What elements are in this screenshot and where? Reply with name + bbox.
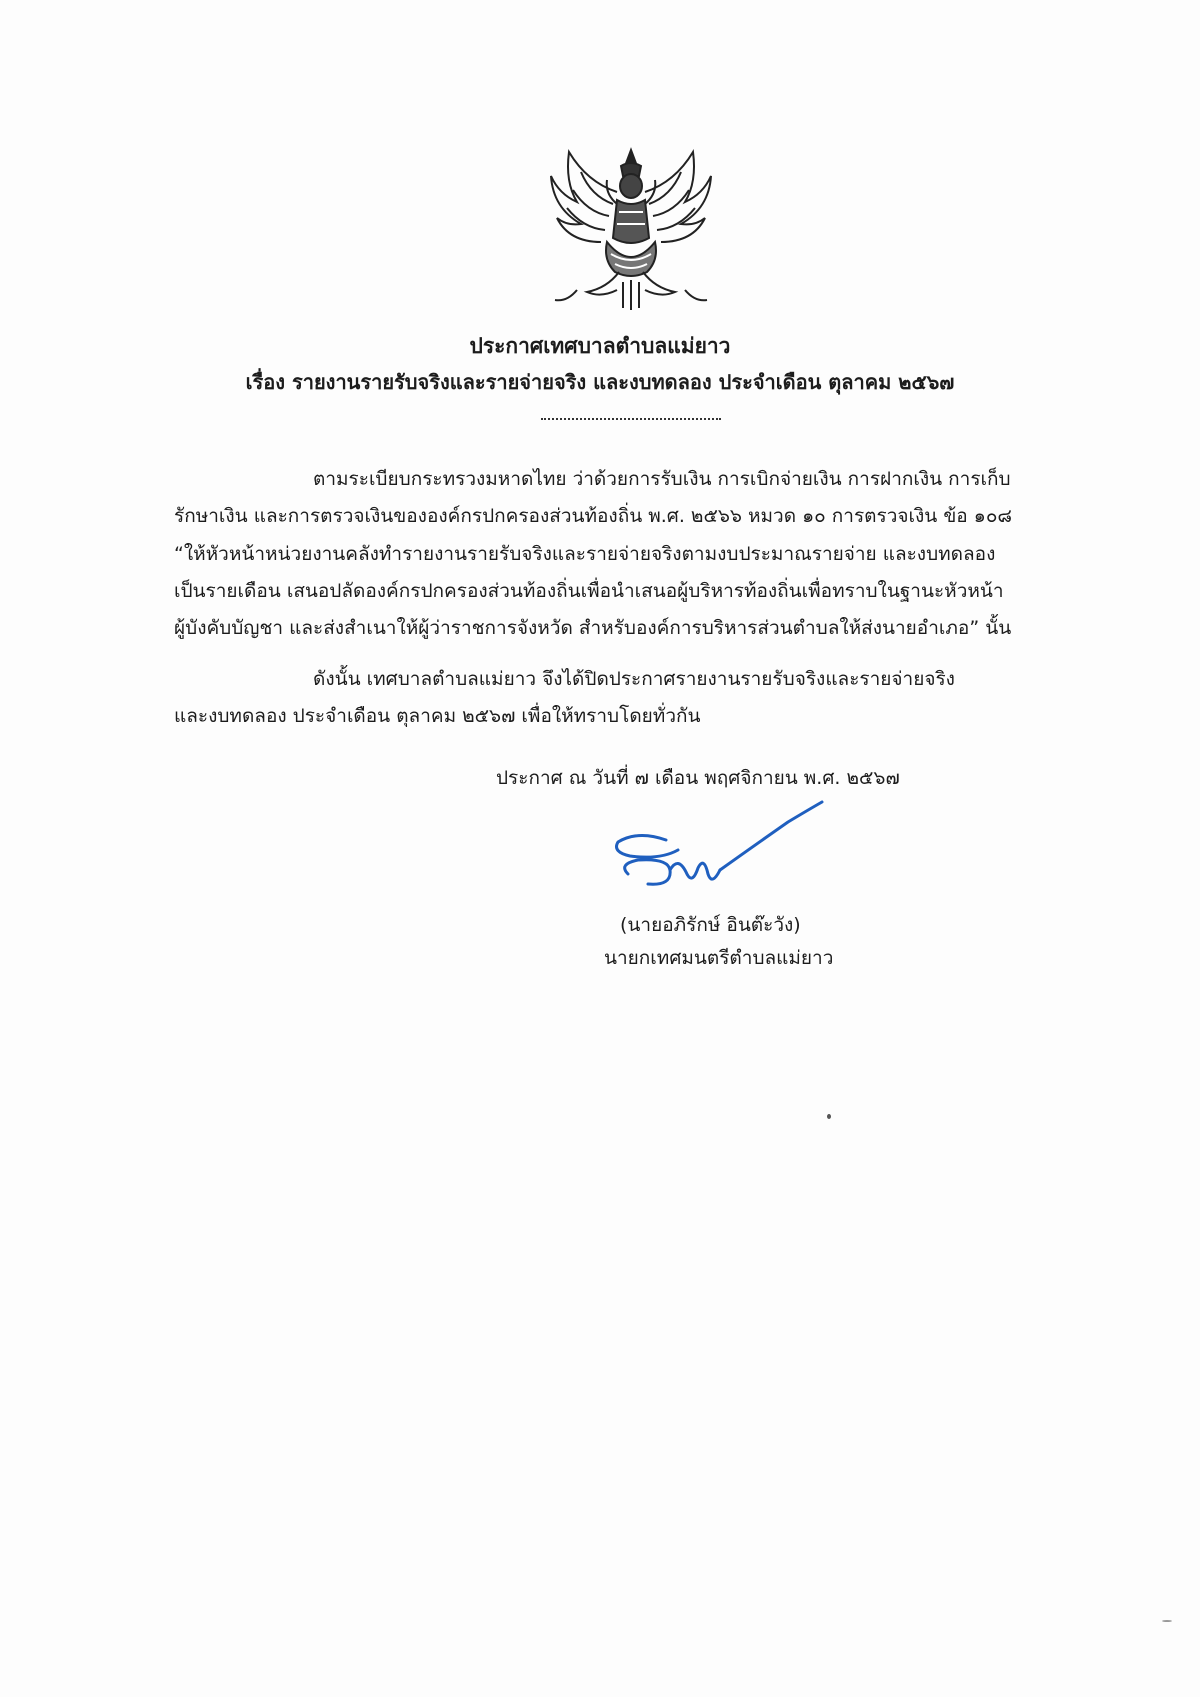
garuda-emblem-icon [547,142,715,310]
body-line: ตามระเบียบกระทรวงมหาดไทย ว่าด้วยการรับเงิน การเบิกจ่ายเงิน การฝากเงิน การเก็บ [313,468,1011,490]
body-line: เป็นรายเดือน เสนอปลัดองค์กรปกครองส่วนท้องถิ่นเพื่อนำเสนอผู้บริหารท้องถิ่นเพื่อทราบในฐานะหัวหน้า [174,580,1004,602]
body-line: ผู้บังคับบัญชา และส่งสำเนาให้ผู้ว่าราชการจังหวัด สำหรับองค์การบริหารส่วนตำบลให้ส่งนายอำเภอ” นั้น [174,617,1012,639]
body-line: “ให้หัวหน้าหน่วยงานคลังทำรายงานรายรับจริงและรายจ่ายจริงตามงบประมาณรายจ่าย และงบทดลอง [174,543,996,565]
body-line: ดังนั้น เทศบาลตำบลแม่ยาว จึงได้ปิดประกาศรายงานรายรับจริงและรายจ่ายจริง [313,668,955,690]
signature-image [608,800,828,905]
signer-name: (นายอภิรักษ์ อินต๊ะวัง) [620,914,801,936]
document-title: ประกาศเทศบาลตำบลแม่ยาว [469,334,731,358]
scan-speck [827,1114,831,1119]
document-subject: เรื่อง รายงานรายรับจริงและรายจ่ายจริง และงบทดลอง ประจำเดือน ตุลาคม ๒๕๖๗ [245,370,955,394]
body-line: และงบทดลอง ประจำเดือน ตุลาคม ๒๕๖๗ เพื่อให้ทราบโดยทั่วกัน [174,705,701,727]
scan-speck [1162,1620,1172,1622]
announcement-date: ประกาศ ณ วันที่ ๗ เดือน พฤศจิกายน พ.ศ. ๒๕๖๗ [496,767,900,789]
signer-position: นายกเทศมนตรีตำบลแม่ยาว [604,947,834,969]
title-divider [541,418,721,420]
body-line: รักษาเงิน และการตรวจเงินขององค์กรปกครองส่วนท้องถิ่น พ.ศ. ๒๕๖๖ หมวด ๑๐ การตรวจเงิน ข้อ ๑๐๘ [174,505,1013,527]
